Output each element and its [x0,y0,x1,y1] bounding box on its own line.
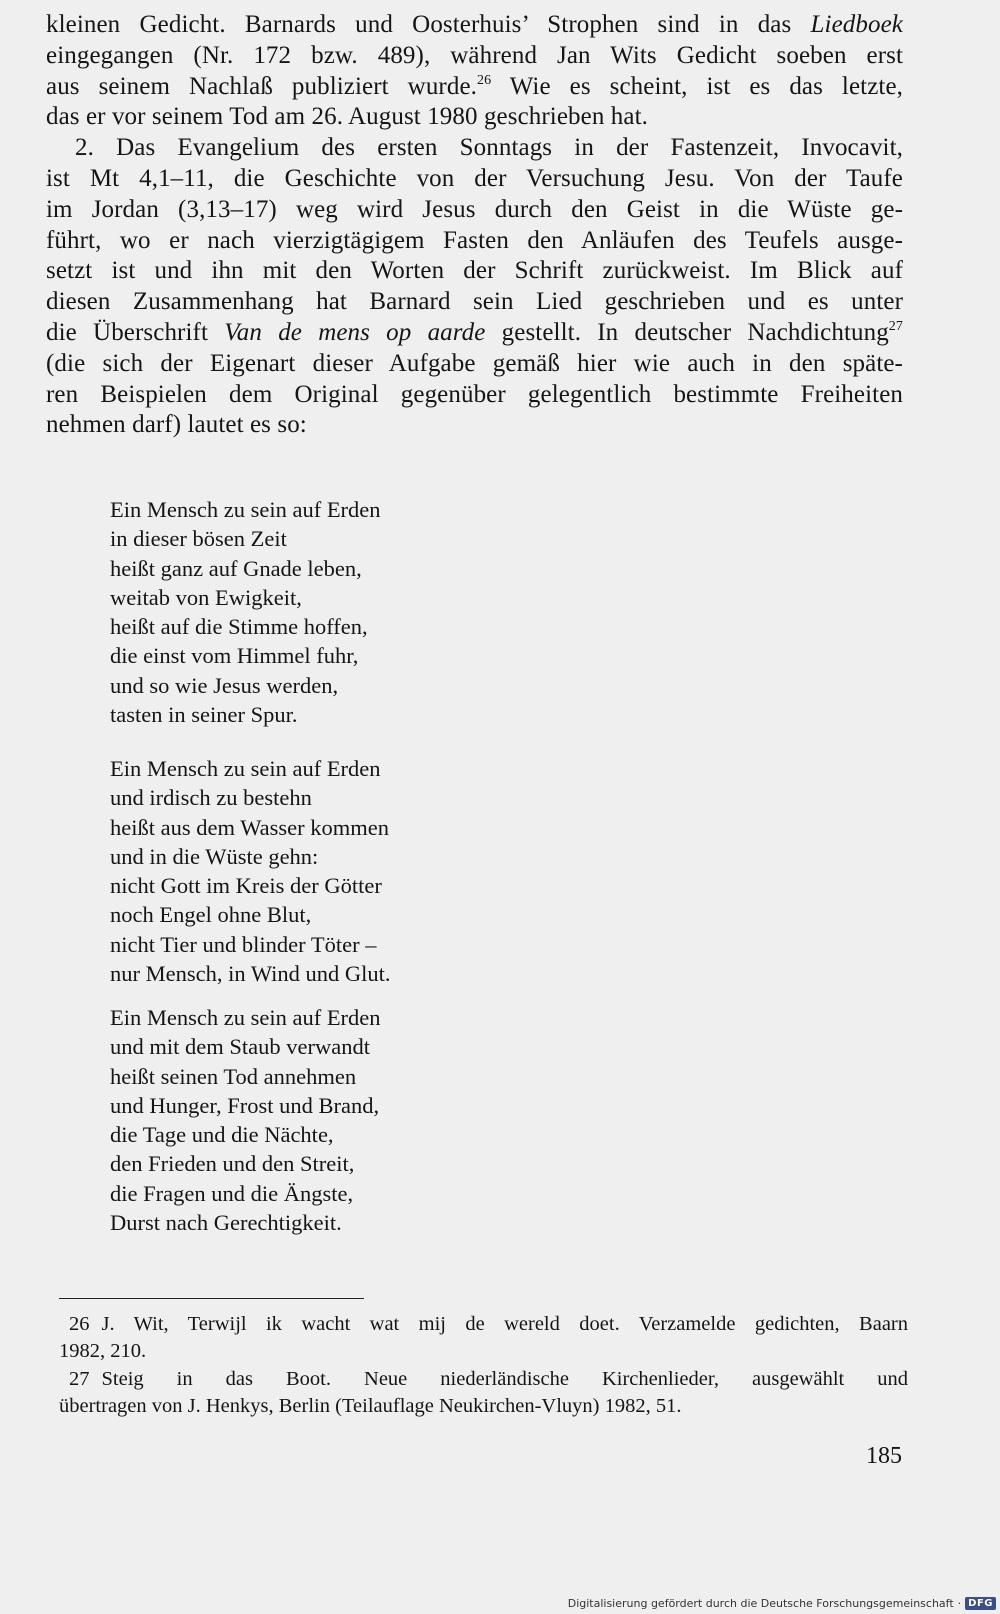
text-line: die Überschrift Van de mens op aarde gestellt. In deutscher Nachdichtung$^{27}$ [46,318,903,346]
text-line: setzt ist und ihn mit den Worten der Schrift zurückweist. Im Blick auf [46,257,903,285]
poem-line: nicht Tier und blinder Töter – [110,931,377,957]
poem-line: weitab von Ewigkeit, [110,584,302,610]
footnote-ref-27: 27 [888,318,903,334]
poem-line: den Frieden und den Streit, [110,1151,355,1177]
page-number: 185 [866,1443,902,1469]
text-line: das er vor seinem Tod am 26. August 1980 geschrieben hat. [46,103,648,131]
text-line: eingegangen (Nr. 172 bzw. 489), während Jan Wits Gedicht soeben erst [46,41,903,69]
footnote-line: 1982, 210. [59,1339,147,1362]
text-line: kleinen Gedicht. Barnards und Oosterhuis’ Strophen sind in das Liedboek [46,11,903,38]
poem-line: und mit dem Staub verwandt [110,1034,370,1060]
poem-line: und in die Wüste gehn: [110,843,319,869]
text-line: nehmen darf) lautet es so: [46,411,307,439]
dfg-logo-icon: DFG [965,1597,996,1610]
poem-line: die einst vom Himmel fuhr, [110,643,359,669]
footnote-27 [59,1366,908,1419]
footnote-divider [59,1298,364,1299]
poem-line: Durst nach Gerechtigkeit. [110,1210,342,1236]
poem-line: die Fragen und die Ängste, [110,1180,354,1206]
poem-line: Ein Mensch zu sein auf Erden [110,497,381,522]
poem-line: heißt auf die Stimme hoffen, [110,614,368,640]
text-line: im Jordan (3,13–17) weg wird Jesus durch den Geist in die Wüste ge- [46,195,903,223]
footnote-26 [59,1311,908,1364]
poem-line: heißt aus dem Wasser kommen [110,814,389,840]
poem-line: Ein Mensch zu sein auf Erden [110,756,381,781]
credit-text: Digitalisierung gefördert durch die Deutsche Forschungsgemeinschaft [567,1597,954,1610]
text-line: ren Beispielen dem Original gegenüber gelegentlich bestimmte Freiheiten [46,380,903,408]
italic-title-van-de-mens: Van de mens op aarde [224,318,486,346]
text-line: aus seinem Nachlaß publiziert wurde.$^{26}$ Wie es scheint, ist es das letzte, [46,72,903,100]
text-line: (die sich der Eigenart dieser Aufgabe gemäß hier wie auch in den späte- [46,349,903,377]
paragraph-2 [46,133,903,441]
paragraph-1 [46,10,903,133]
footnote-line: 27 Steig in das Boot. Neue niederländische Kirchenlieder, ausgewählt und [59,1366,908,1393]
text-line: diesen Zusammenhang hat Barnard sein Lied geschrieben und es unter [46,288,903,316]
poem-line: und Hunger, Frost und Brand, [110,1092,380,1118]
poem-stanza-2 [110,754,610,988]
footnote-ref-26: 26 [477,72,492,88]
poem-line: die Tage und die Nächte, [110,1122,334,1148]
poem-stanza-3 [110,1003,610,1237]
text-line: führt, wo er nach vierzigtägigem Fasten den Anläufen des Teufels ausge- [46,226,903,254]
digitization-credit: Digitalisierung gefördert durch die Deutsche Forschungsgemeinschaft · DFG [568,1597,996,1610]
poem-line: nur Mensch, in Wind und Glut. [110,961,391,987]
poem-line: und irdisch zu bestehn [110,785,312,811]
poem-line: heißt ganz auf Gnade leben, [110,555,362,581]
footnotes [59,1311,908,1421]
text-line: ist Mt 4,1–11, die Geschichte von der Versuchung Jesu. Von der Taufe [46,164,903,192]
poem-stanza-1 [110,495,610,729]
poem-line: in dieser bösen Zeit [110,526,287,552]
footnote-line: übertragen von J. Henkys, Berlin (Teilauflage Neukirchen-Vluyn) 1982, 51. [59,1394,682,1417]
poem-line: tasten in seiner Spur. [110,702,298,728]
footnote-line: 26 J. Wit, Terwijl ik wacht wat mij de wereld doet. Verzamelde gedichten, Baarn [59,1311,908,1338]
poem-line: Ein Mensch zu sein auf Erden [110,1005,381,1030]
poem-line: noch Engel ohne Blut, [110,902,312,928]
text-line: 2. Das Evangelium des ersten Sonntags in der Fastenzeit, Invocavit, [75,134,903,162]
footnote-number: 27 [69,1368,90,1390]
poem-line: und so wie Jesus werden, [110,672,339,698]
poem-line: nicht Gott im Kreis der Götter [110,873,382,899]
footnote-number: 26 [69,1313,90,1335]
poem-line: heißt seinen Tod annehmen [110,1063,357,1089]
body-text [46,10,903,441]
italic-title-liedboek: Liedboek [810,11,903,38]
